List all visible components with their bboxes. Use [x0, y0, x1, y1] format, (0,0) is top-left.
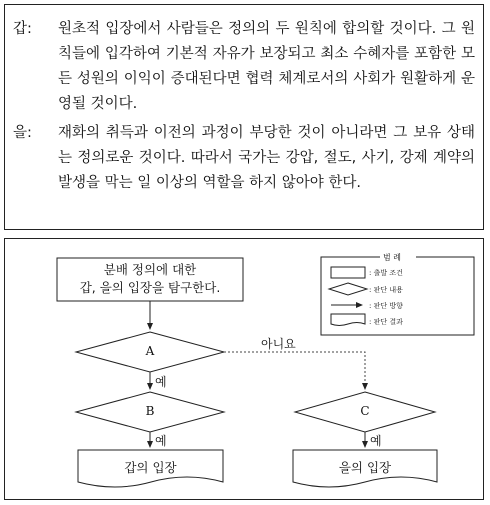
passage-box	[4, 4, 484, 230]
decision-c-label: C	[360, 404, 370, 418]
statement-eul	[13, 121, 475, 221]
statement-eul-text: 재화의 취득과 이전의 과정이 부당한 것이 아니라면 그 보유 상태는 정의로운 것이다. 따라서 국가는 강압, 절도, 사기, 강제 계약의 발생을 막는 일 이상의 역할을 하지 않아야 한다.	[58, 125, 475, 191]
legend-start-text: : 출발 조건	[369, 269, 403, 277]
result-gap-label: 갑의 입장	[124, 460, 177, 475]
yes-label-a: 예	[155, 375, 167, 389]
legend-title: 범 례	[383, 253, 401, 262]
start-line-1: 분배 정의에 대한	[103, 262, 197, 277]
legend-result-text: : 판단 결과	[369, 318, 403, 326]
yes-label-c: 예	[370, 434, 382, 448]
decision-a-label: A	[145, 344, 155, 358]
speaker-eul-label: 을:	[13, 125, 32, 141]
legend-direction-text: : 판단 방향	[369, 302, 403, 310]
statement-gap-text: 원초적 입장에서 사람들은 정의의 두 원칙에 합의할 것이다. 그 원칙들에 입각하여 기본적 자유가 보장되고 최소 수혜자를 포함한 모든 성원의 이익이 증대된다면 협력 체계로서의 사회가 원활하게 운영될 것이다.	[58, 21, 475, 112]
statement-gap	[13, 17, 475, 117]
start-box-text	[57, 261, 243, 297]
no-label: 아니요	[261, 337, 296, 351]
result-eul-label: 을의 입장	[338, 460, 392, 475]
legend-start-symbol	[331, 267, 365, 278]
legend-decision-text: : 판단 내용	[369, 286, 403, 294]
speaker-gap-label: 갑:	[13, 21, 32, 37]
decision-b-label: B	[145, 404, 155, 418]
yes-label-b: 예	[155, 434, 167, 448]
flowchart-box	[4, 238, 484, 500]
start-line-2: 갑, 을의 입장을 탐구한다.	[79, 280, 221, 295]
arrow-a-to-c	[224, 352, 365, 389]
